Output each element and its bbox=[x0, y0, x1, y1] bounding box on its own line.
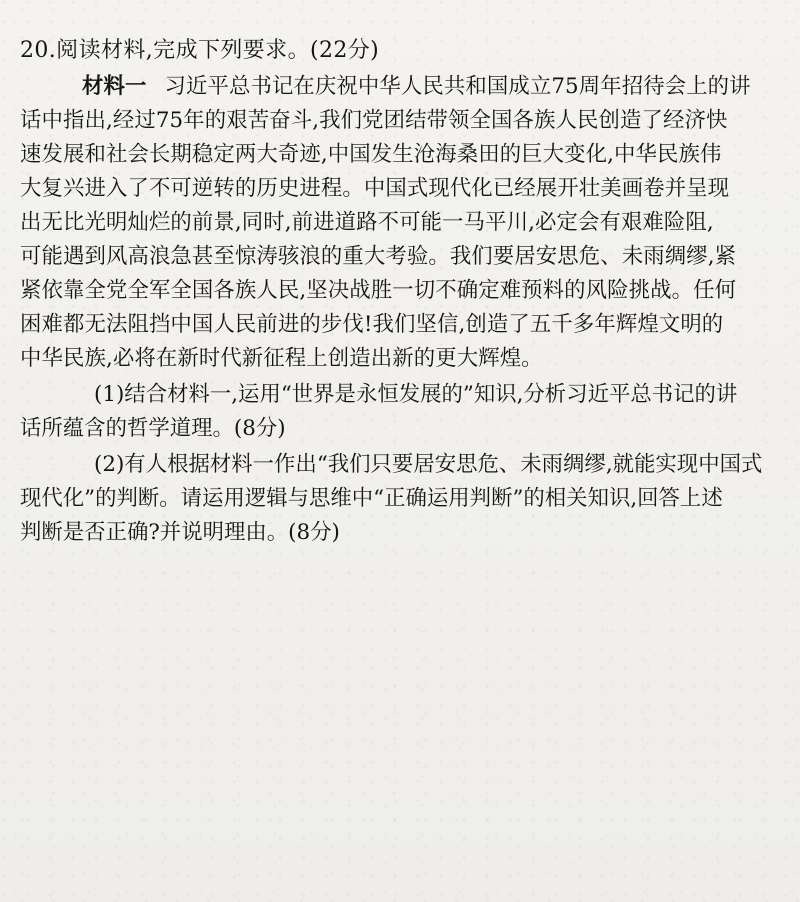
sub-question-1-line-2: 话所蕴含的哲学道理。(8分) bbox=[20, 416, 286, 441]
material-line-2: 话中指出,经过75年的艰苦奋斗,我们党团结带领全国各族人民创造了经济快 bbox=[20, 108, 728, 133]
sub-question-2-line-1: (2)有人根据材料一作出“我们只要居安思危、未雨绸缪,就能实现中国式 bbox=[94, 452, 763, 477]
material-line-1 bbox=[82, 70, 780, 104]
sub-question-1 bbox=[20, 378, 780, 446]
material-line-6: 可能遇到风高浪急甚至惊涛骇浪的重大考验。我们要居安思危、未雨绸缪,紧 bbox=[20, 244, 737, 269]
sub-question-1-line-1: (1)结合材料一,运用“世界是永恒发展的”知识,分析习近平总书记的讲 bbox=[94, 382, 738, 407]
question-20 bbox=[20, 34, 780, 550]
material-line-4: 大复兴进入了不可逆转的历史进程。中国式现代化已经展开壮美画卷并呈现 bbox=[20, 176, 730, 201]
sub-question-2-line-3: 判断是否正确?并说明理由。(8分) bbox=[20, 520, 340, 545]
material-line-5: 出无比光明灿烂的前景,同时,前进道路不可能一马平川,必定会有艰难险阻, bbox=[20, 210, 714, 235]
material-line-8: 困难都无法阻挡中国人民前进的步伐!我们坚信,创造了五千多年辉煌文明的 bbox=[20, 312, 724, 337]
sub-question-2-line-2: 现代化”的判断。请运用逻辑与思维中“正确运用判断”的相关知识,回答上述 bbox=[20, 486, 723, 511]
material-title: 材料一 bbox=[82, 74, 147, 99]
material-line-3: 速发展和社会长期稳定两大奇迹,中国发生沧海桑田的巨大变化,中华民族伟 bbox=[20, 142, 722, 167]
sub-question-2 bbox=[20, 448, 780, 550]
material-text-1: 习近平总书记在庆祝中华人民共和国成立75周年招待会上的讲 bbox=[164, 74, 751, 99]
material-line-9: 中华民族,必将在新时代新征程上创造出新的更大辉煌。 bbox=[20, 346, 543, 371]
question-heading: 20.阅读材料,完成下列要求。(22分) bbox=[20, 38, 380, 63]
material-line-7: 紧依靠全党全军全国各族人民,坚决战胜一切不确定难预料的风险挑战。任何 bbox=[20, 278, 737, 303]
material-one bbox=[20, 70, 780, 104]
